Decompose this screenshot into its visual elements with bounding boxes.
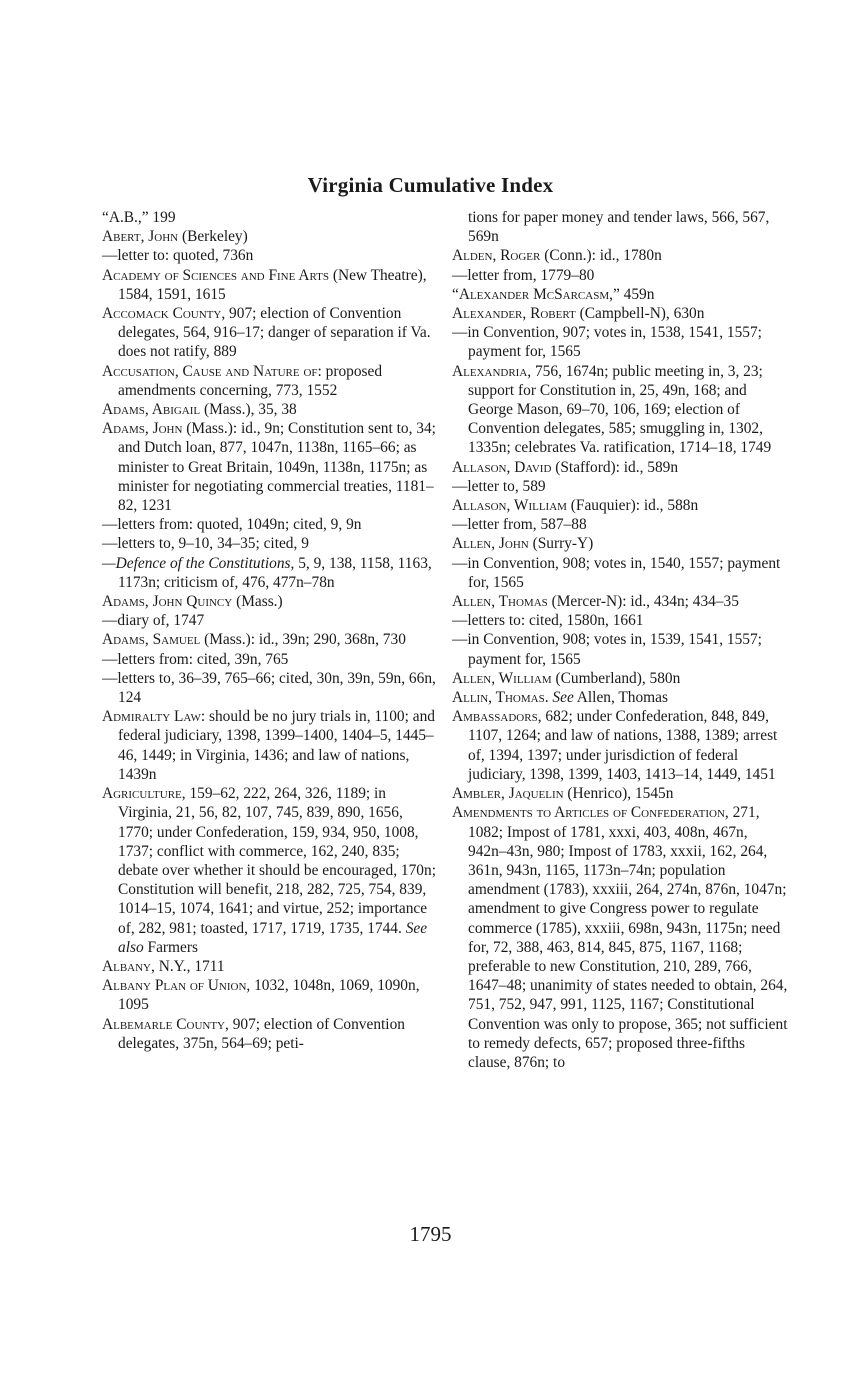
index-entry-text: (Cumberland), 580n [551, 669, 681, 687]
index-entry-text: (Mass.): id., 9n; Constitution sent to, 34; and Dutch loan, 877, 1047n, 1138n, 1165–66; as minister to Great Britain, 1049n, 1138n, 1175n; as minister for negotiating commercial treaties, 1181–82, 1231 [118, 420, 436, 515]
index-entry-text: —in Convention, 908; votes in, 1540, 1557; payment for, 1565 [452, 554, 781, 591]
index-entry [102, 976, 438, 1014]
index-entry-text: (Mass.) [232, 593, 283, 611]
index-entry [102, 266, 438, 304]
index-entry-text: : proposed amendments concerning, 773, 1552 [118, 362, 383, 399]
index-entry [452, 669, 788, 688]
index-entry [452, 304, 788, 323]
index-entry [102, 669, 438, 707]
index-entry-text: , 159–62, 222, 264, 326, 1189; in Virginia, 21, 56, 82, 107, 745, 839, 890, 1656, 1770; under Confederation, 159, 934, 950, 1008, 1737; conflict with commerce, 162, 240, 835; debate over whether it should be encouraged, 170n; Constitution will benefit, 218, 282, 725, 754, 839, 1014–15, 1074, 1641; and virtue, 252; importance of, 282, 981; toasted, 1717, 1719, 1735, 1744. [118, 785, 436, 937]
index-entry [102, 650, 438, 669]
index-entry-text: —letters to, 36–39, 765–66; cited, 30n, 39n, 59n, 66n, 124 [102, 669, 436, 707]
index-entry-heading: Adams, John Quincy [102, 593, 233, 611]
index-entry-heading: Agriculture [102, 785, 182, 803]
index-entry-text: , 682; under Confederation, 848, 849, 1107, 1264; and law of nations, 1388, 1389; arrest of, 1394, 1397; under jurisdiction of federal judiciary, 1398, 1399, 1403, 1413–14, 1449, 1451 [468, 708, 778, 783]
index-entry-heading: Academy of Sciences and Fine Arts [102, 266, 329, 284]
index-entry [452, 688, 788, 707]
index-entry-text: (New Theatre), 1584, 1591, 1615 [118, 266, 427, 303]
index-entry [452, 784, 788, 803]
index-entry [102, 515, 438, 534]
index-entry-text: , 271, 1082; Impost of 1781, xxxi, 403, 408n, 467n, 942n–43n, 980; Impost of 1783, xxxii, 162, 264, 361n, 943n, 1165, 1173n–74n; population amendment (1783), xxxiii, 264, 274n, 876n, 1047n; amendment to give Congress power to regulate commerce (1785), xxxiii, 698n, 943n, 1175n; need for, 72, 388, 463, 814, 845, 875, 1167, 1168; preferable to new Constitution, 210, 289, 766, 1647–48; unanimity of states needed to obtain, 264, 751, 752, 947, 991, 1125, 1167; Constitutional Convention was only to propose, 365; not sufficient to remedy defects, 657; proposed three-fifths clause, 876n; to [468, 804, 788, 1071]
index-entry [452, 266, 788, 285]
index-entry-heading: Adams, Abigail [102, 401, 201, 419]
index-entry-heading: Allason, William [452, 497, 567, 515]
page-title: Virginia Cumulative Index [307, 173, 554, 197]
page-number: 1795 [409, 1222, 452, 1246]
index-column-left [102, 208, 438, 1053]
index-entry-text: —diary of, 1747 [102, 612, 205, 630]
index-entry [102, 957, 438, 976]
index-entry [102, 304, 438, 362]
index-entry-text: (Henrico), 1545n [563, 785, 674, 803]
index-entry [452, 496, 788, 515]
index-entry-heading: Accomack County [102, 305, 222, 323]
index-entry [452, 554, 788, 592]
index-entry-text: —letter from, 1779–80 [452, 266, 595, 284]
index-entry-text: (Surry-Y) [528, 535, 594, 553]
index-entry-text: —letters to: cited, 1580n, 1661 [452, 612, 644, 630]
index-entry-heading: Alden, Roger [452, 247, 541, 265]
index-entry [102, 227, 438, 246]
index-entry-text: (Conn.): id., 1780n [540, 247, 662, 265]
index-entry-text: —in Convention, 908; votes in, 1539, 1541, 1557; payment for, 1565 [452, 631, 762, 668]
index-entry [102, 246, 438, 265]
index-entry [452, 707, 788, 784]
cross-reference-label: See also [118, 919, 428, 956]
index-entry-heading: Alexandria [452, 362, 528, 380]
index-entry [102, 554, 438, 592]
index-entry-heading: Allen, William [452, 669, 552, 687]
index-entry-heading: Ambler, Jaquelin [452, 785, 564, 803]
index-entry-heading: Admiralty Law [102, 708, 201, 726]
index-entry-text: , 1032, 1048n, 1069, 1090n, 1095 [118, 977, 420, 1014]
index-entry-heading: Amendments to Articles of Confederation [452, 804, 725, 822]
index-entry-heading: Adams, Samuel [102, 631, 201, 649]
index-entry-heading: Albany [102, 957, 152, 975]
index-entry [102, 208, 438, 227]
index-entry [102, 362, 438, 400]
index-entry [452, 458, 788, 477]
index-entry [452, 803, 788, 1072]
index-entry-text: —letter to, 589 [452, 477, 546, 495]
index-entry-text: (Mass.): id., 39n; 290, 368n, 730 [200, 631, 406, 649]
index-entry-text: “A.B.,” 199 [102, 209, 176, 226]
index-entry-text: —in Convention, 907; votes in, 1538, 1541, 1557; payment for, 1565 [452, 324, 762, 361]
index-entry-text: (Fauquier): id., 588n [566, 497, 699, 515]
index-entry-text: —letters from: cited, 39n, 765 [102, 650, 289, 668]
index-entry [102, 630, 438, 649]
index-entry-heading: Albemarle County [102, 1015, 225, 1033]
index-entry [452, 285, 788, 304]
index-entry-text: 459n [619, 285, 655, 303]
index-entry-text: , 907; election of Convention delegates, 564, 916–17; danger of separation if Va. does not ratify, 889 [118, 305, 431, 361]
index-entry-heading: Allin, Thomas [452, 689, 545, 707]
index-entry [102, 400, 438, 419]
index-entry [452, 208, 788, 246]
cross-reference-target: Allen, Thomas [573, 689, 668, 707]
index-entry-text: . [544, 689, 553, 707]
index-entry-text: —letter from, 587–88 [452, 516, 587, 534]
index-entry-text: (Mass.), 35, 38 [200, 401, 297, 419]
index-entry [102, 784, 438, 957]
index-entry-heading: Allason, David [452, 458, 552, 476]
index-entry-heading: Albany Plan of Union [102, 977, 247, 995]
cross-reference-label: See [552, 689, 574, 707]
index-entry-text: (Campbell-N), 630n [575, 305, 705, 323]
index-entry [452, 611, 788, 630]
index-entry [452, 630, 788, 668]
index-entry [452, 323, 788, 361]
cross-reference-target: Farmers [143, 938, 198, 956]
index-entry [452, 362, 788, 458]
index-entry-italic: —Defence of the Constitutions [102, 554, 291, 572]
index-entry-text: , 907; election of Convention delegates, 375n, 564–69; peti- [118, 1015, 405, 1052]
index-entry-heading: Ambassadors [452, 708, 538, 726]
index-entry-heading: Allen, Thomas [452, 593, 548, 611]
index-entry-heading: Adams, John [102, 420, 183, 438]
index-entry [452, 534, 788, 553]
index-entry-heading: Alexander, Robert [452, 305, 576, 323]
index-entry-text: tions for paper money and tender laws, 566, 567, 569n [468, 209, 770, 246]
index-entry [102, 1015, 438, 1053]
index-entry-heading: Abert, John [102, 228, 179, 246]
index-entry [102, 419, 438, 515]
index-entry-text: , 756, 1674n; public meeting in, 3, 23; support for Constitution in, 25, 49n, 168; and George Mason, 69–70, 106, 169; election of Convention delegates, 585; smuggling in, 1302, 1335n; celebrates Va. ratification, 1714–18, 1749 [468, 362, 772, 457]
index-entry-heading: “Alexander McSarcasm,” [452, 285, 620, 303]
index-entry [452, 477, 788, 496]
index-entry [102, 534, 438, 553]
index-entry-heading: Allen, John [452, 535, 529, 553]
index-entry [452, 246, 788, 265]
index-entry-text: , N.Y., 1711 [151, 957, 225, 975]
index-entry [102, 592, 438, 611]
index-entry-text: , 5, 9, 138, 1158, 1163, 1173n; criticism of, 476, 477n–78n [118, 554, 432, 591]
index-entry-text: : should be no jury trials in, 1100; and federal judiciary, 1398, 1399–1400, 1404–5, 1445–46, 1449; in Virginia, 1436; and law of nations, 1439n [118, 708, 435, 783]
index-entry [452, 592, 788, 611]
index-entry-text: —letters to, 9–10, 34–35; cited, 9 [102, 535, 309, 553]
index-entry-text: (Mercer-N): id., 434n; 434–35 [547, 593, 739, 611]
index-entry-text: (Berkeley) [178, 228, 248, 246]
index-entry-text: —letter to: quoted, 736n [102, 247, 254, 265]
index-entry [102, 611, 438, 630]
index-entry [102, 707, 438, 784]
index-entry-heading: Accusation, Cause and Nature of [102, 362, 318, 380]
index-entry-text: —letters from: quoted, 1049n; cited, 9, 9n [102, 516, 362, 534]
index-entry-text: (Stafford): id., 589n [551, 458, 679, 476]
index-column-right [452, 208, 788, 1072]
index-entry [452, 515, 788, 534]
